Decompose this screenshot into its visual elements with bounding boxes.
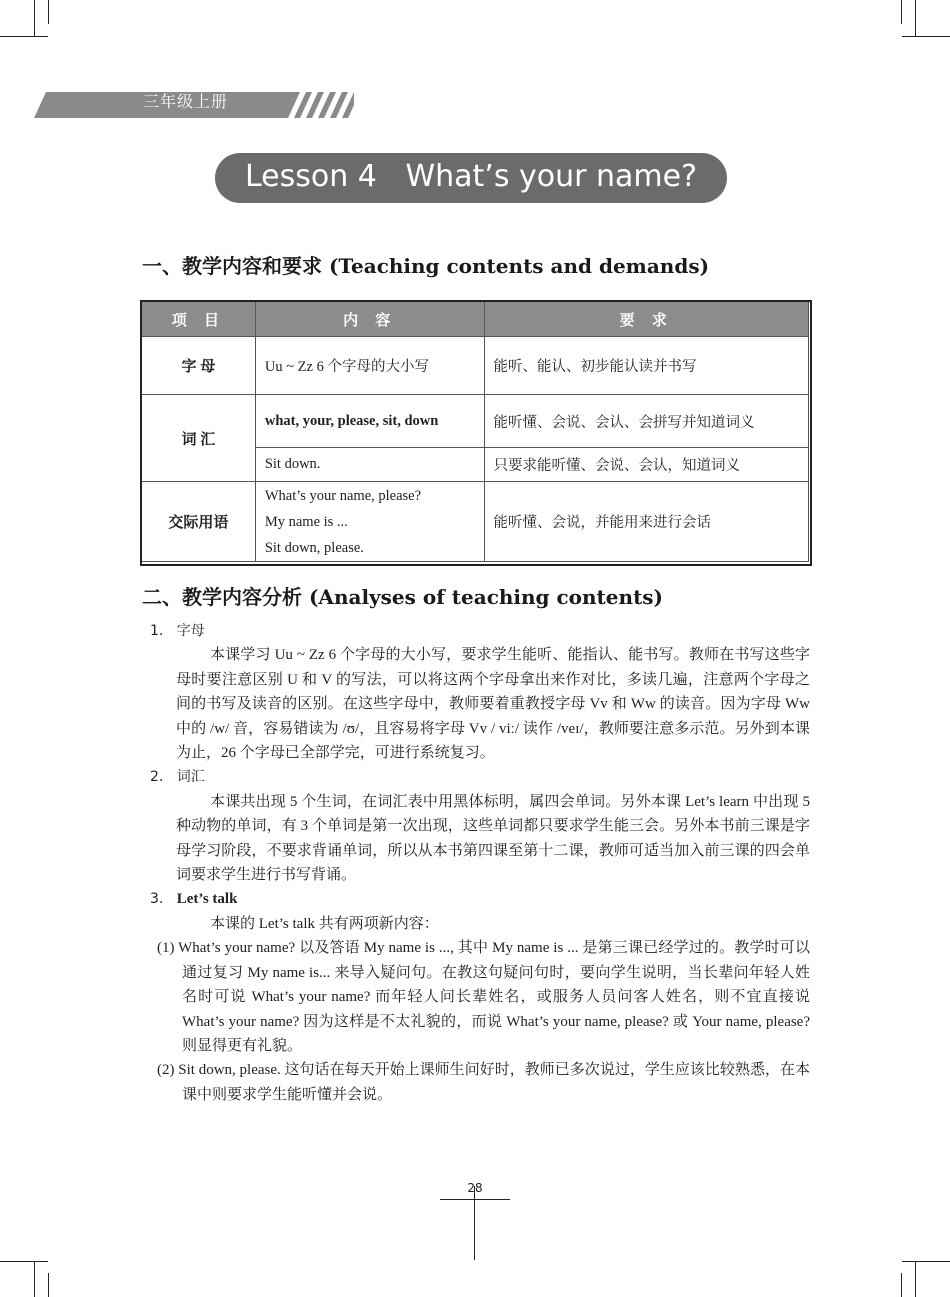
letters-title: 字母 (176, 623, 205, 639)
header-item: 项 目 (142, 302, 256, 337)
vocabulary-content-1: what, your, please, sit, down (255, 395, 484, 448)
letters-paragraph: 本课学习 Uu ~ Zz 6 个字母的大小写，要求学生能听、能指认、能书写。教师在书写这些字母时要注意区别 U 和 V 的写法，可以将这两个字母拿出来作对比，多读几遍，注意两个字母之间的书写及读音的区别。在这些字母中，教师要着重教授字母 Vv 和 Ww 的读音。因为字母 Ww 中的 /w/ 音，容易错读为 /ʊ/，且容易将字母 Vv / viː/ 读作 /veɪ/，教师要注意多示范。另外到本课为止，26 个字母已全部学完，可进行系统复习。 (176, 647, 810, 762)
expressions-demand: 能听懂、会说，并能用来进行会话 (484, 482, 808, 562)
table-row (142, 395, 809, 448)
letters-item: 字 母 (142, 337, 256, 395)
expression-line: What’s your name, please? (264, 487, 422, 504)
talk-intro: 本课的 Let’s talk 共有两项新内容： (210, 915, 439, 932)
expression-line: Sit down, please. (264, 539, 364, 556)
vocabulary-subheading (150, 765, 784, 789)
table-row (142, 337, 809, 395)
letters-subheading (150, 619, 784, 643)
demands-table (141, 301, 809, 562)
section-2-heading: 二、教学内容分析 (Analyses of teaching contents) (142, 585, 664, 609)
talk-title: Let’s talk (176, 891, 238, 908)
page-number: 28 (467, 1181, 483, 1195)
talk-subheading (150, 887, 784, 911)
section-1-heading: 一、教学内容和要求 (Teaching contents and demands) (142, 254, 710, 278)
letters-content: Uu ~ Zz 6 个字母的大小写 (255, 337, 484, 395)
expressions-item: 交际用语 (142, 482, 256, 562)
talk-number: 3. (150, 891, 164, 908)
talk-item-1: (1) What’s your name? 以及答语 My name is ..., 其中 My name is ... 是第三课已经学过的。教学时可以通过复习 My name is... 来导入疑问句。在教这句疑问句时，要向学生说明，当长辈问年轻人姓名时可说 What’s your name? 而年轻人问长辈姓名，或服务人员问客人姓名，则不宜直接说 What’s your name? 因为这样是不太礼貌的，而说 What’s your name, please? 或 Your name, please? 则显得更有礼貌。 (157, 940, 810, 1054)
vocabulary-number: 2. (150, 769, 164, 786)
vocabulary-title: 词汇 (176, 769, 205, 786)
analysis-body (150, 619, 810, 1107)
table-header-row (142, 302, 809, 337)
header-content: 内 容 (255, 302, 484, 337)
header-demand: 要 求 (484, 302, 808, 337)
expression-line: My name is ... (264, 513, 348, 530)
vocabulary-content-2: Sit down. (255, 448, 484, 482)
table-row (142, 482, 809, 562)
vocabulary-demand-2: 只要求能听懂、会说、会认，知道词义 (484, 448, 808, 482)
talk-item-2: (2) Sit down, please. 这句话在每天开始上课师生问好时，教师已多次说过，学生应该比较熟悉，在本课中则要求学生能听懂并会说。 (157, 1062, 810, 1103)
lesson-title: Lesson 4 What’s your name? (215, 153, 727, 203)
letters-demand: 能听、能认、初步能认读并书写 (484, 337, 808, 395)
grade-label: 三年级上册 (143, 92, 229, 111)
vocabulary-item: 词 汇 (142, 395, 256, 482)
vocabulary-paragraph: 本课共出现 5 个生词，在词汇表中用黑体标明，属四会单词。另外本课 Let’s learn 中出现 5 种动物的单词，有 3 个单词是第一次出现，这些单词都只要求学生能三会。另外本书前三课是字母学习阶段，不要求背诵单词，所以从本书第四课至第十二课，教师可适当加入前三课的四会单词要求学生进行书写背诵。 (176, 793, 810, 884)
letters-number: 1. (150, 623, 164, 639)
vocabulary-demand-1: 能听懂、会说、会认、会拼写并知道词义 (484, 395, 808, 448)
expressions-content (255, 482, 484, 562)
